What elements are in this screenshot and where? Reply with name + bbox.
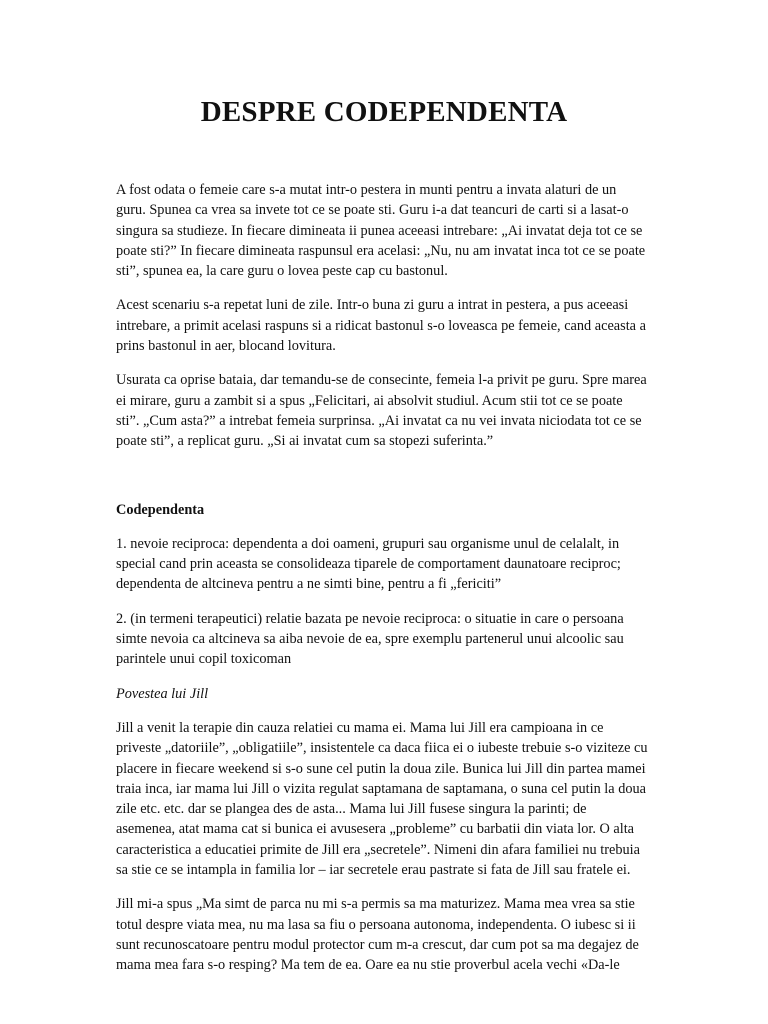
section-heading: Codependenta: [116, 501, 205, 518]
section-spacer: [116, 466, 648, 500]
story-paragraph: Usurata ca oprise bataia, dar temandu-se de consecinte, femeia l-a privit pe guru. Spre marea ei mirare, guru a zambit si a spus „Felicitari, ai absolvit studiul. Acum stii tot ce se poate sti”. „Cum asta?” a intrebat femeia surprinsa. „Ai invatat ca nu vei invata niciodata tot ce se poate sti”, a replicat guru. „Si ai invatat cum sa stopezi suferinta.”: [116, 372, 647, 450]
jill-paragraph: Jill a venit la terapie din cauza relatiei cu mama ei. Mama lui Jill era campioana in ce priveste „datoriile”, „obligatiile”, insistentele ca daca fiica ei o iubeste trebuie s-o viziteze cu placere in fiecare weekend si s-o sune cel putin la doua zile. Bunica lui Jill din partea mamei traia inca, iar mama lui Jill o vizita regulat saptamana de saptamana, o suna cel putin la doua zile etc. etc. dar se plangea des de asta... Mama lui Jill fusese singura la parinti; de asemenea, atat mama cat si bunica ei avusesera „probleme” cu barbatii din viata lor. O alta caracteristica a educatiei primite de Jill era „secretele”. Nimeni din afara familiei nu trebuia sa stie ce se intampla in familia lor – iar secretele erau pastrate si fata de Jill sau fratele ei.: [116, 719, 648, 879]
story-subheading: Povestea lui Jill: [116, 685, 209, 702]
story-paragraph: Acest scenariu s-a repetat luni de zile. Intr-o buna zi guru a intrat in pestera, a pus aceeasi intrebare, a primit acelasi raspuns si a ridicat bastonul s-o loveasca pe femeie, cand aceasta a prins bastonul in aer, blocand lovitura.: [116, 297, 646, 355]
jill-paragraph: Jill mi-a spus „Ma simt de parca nu mi s-a permis sa ma maturizez. Mama mea vrea sa stie totul despre viata mea, nu ma lasa sa fiu o persoana autonoma, independenta. O iubesc si ii sunt recunoscatoare pentru modul protector cum m-a crescut, dar cum pot sa ma degajez de mama mea fara s-o resping? Ma tem de ea. Oare ea nu stie proverbul acela vechi «Da-le: [116, 896, 639, 974]
definition-paragraph: 2. (in termeni terapeutici) relatie bazata pe nevoie reciproca: o situatie in care o persoana simte nevoia ca altcineva sa aiba nevoie de ea, spre exemplu partenerul unui alcoolic sau parintele unui copil toxicoman: [116, 610, 624, 668]
document-title: DESPRE CODEPENDENTA: [200, 96, 568, 128]
document-body: [116, 180, 648, 990]
story-paragraph: A fost odata o femeie care s-a mutat intr-o pestera in munti pentru a invata alaturi de un guru. Spunea ca vrea sa invete tot ce se poate sti. Guru i-a dat teancuri de carti si a lasat-o singura sa studieze. In fiecare dimineata ii punea aceeasi intrebare: „Ai invatat deja tot ce se poate sti?” In fiecare dimineata raspunsul era acelasi: „Nu, nu am invatat inca tot ce se poate sti”, spunea ea, la care guru o lovea peste cap cu bastonul.: [116, 182, 646, 280]
definition-paragraph: 1. nevoie reciproca: dependenta a doi oameni, grupuri sau organisme unul de celalalt, in special cand prin aceasta se consolideaza tiparele de comportament daunatoare reciproc; dependenta de altcineva pentru a ne simti bine, pentru a fi „fericiti”: [116, 535, 621, 593]
